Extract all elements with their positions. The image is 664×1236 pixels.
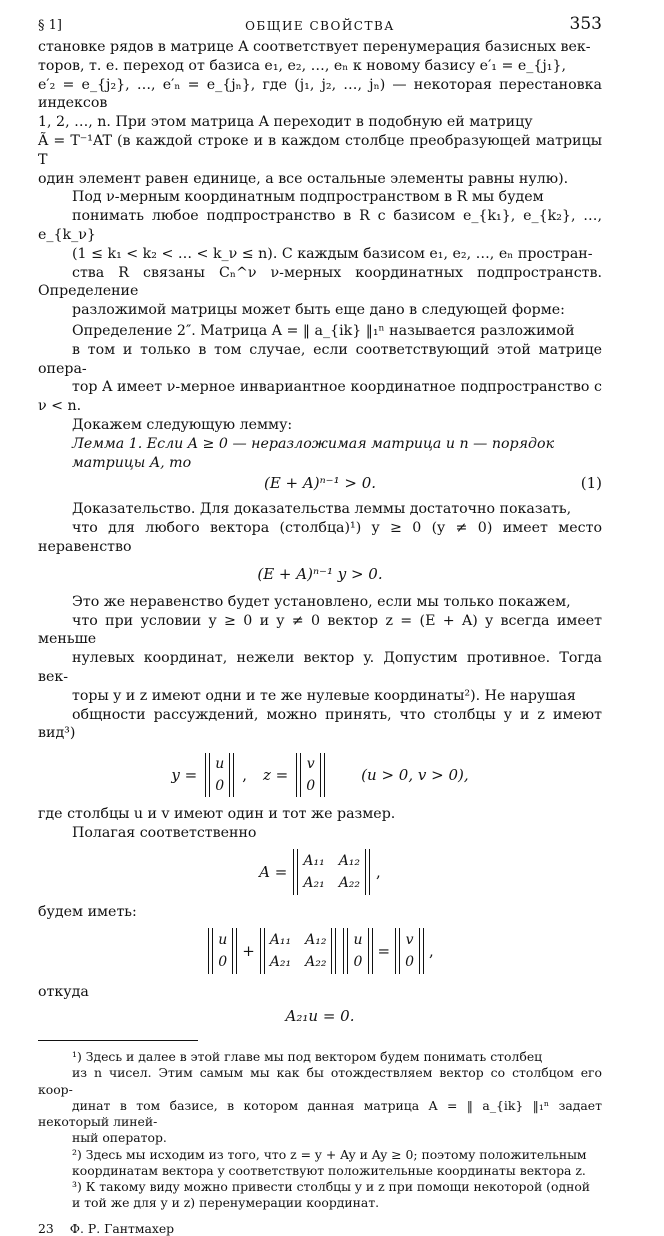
page-number: 353 [569, 14, 602, 34]
vector-cell: v [306, 756, 315, 773]
matrix-cell: A₁₂ [338, 852, 361, 869]
text-line: и той же для y и z) перенумерации координат. [72, 1195, 380, 1211]
text-line: матрицы A, то [72, 454, 192, 471]
vector-cell: 0 [218, 954, 228, 971]
u-column-vector [341, 928, 374, 974]
text-line: ³) К такому виду можно привести столбцы y и z при помощи некоторой (одной [72, 1178, 591, 1194]
text-line: ства R связаны Cₙ^ν ν-мерных координатных подпространств. Определение [38, 264, 602, 300]
paragraph-coordinate-subspace [38, 188, 602, 320]
equation-2 [38, 563, 602, 585]
running-header [38, 14, 602, 38]
text-line: становке рядов в матрице A соответствует перенумерация базисных век- [38, 39, 591, 55]
text-line: Ã = T⁻¹AT (в каждой строке и в каждом столбце преобразующей матрицы T [38, 132, 602, 168]
running-title: ОБЩИЕ СВОЙСТВА [245, 19, 395, 33]
v-column-vector [393, 928, 426, 974]
matrix-cell: A₁₂ [305, 932, 327, 949]
punctuation: , [429, 942, 434, 961]
u-column-vector [206, 928, 239, 974]
text-line: нулевых координат, нежели вектор y. Допустим противное. Тогда век- [38, 650, 602, 685]
text-line: тор A имеет ν-мерное инвариантное координатное подпространство с ν < n. [38, 379, 602, 415]
vector-cell: u [353, 932, 363, 949]
paragraph-lemma-intro: Докажем следующую лемму: [72, 416, 293, 433]
paragraph-we-have: будем иметь: [38, 903, 137, 920]
equation-5 [38, 925, 602, 977]
equation-6 [38, 1004, 602, 1028]
matrix-cell: A₁₁ [269, 932, 292, 949]
footnote-3 [38, 1179, 602, 1211]
equation-body: A₂₁u = 0. [285, 1007, 355, 1026]
text-line: Под ν-мерным координатным подпространством в R мы будем [72, 189, 544, 206]
equation-number: (1) [580, 474, 602, 493]
equation-1 [38, 472, 602, 494]
sheet-number: 23 [38, 1221, 54, 1236]
paragraph-inequality [38, 593, 602, 743]
equals-sign: = [377, 942, 391, 961]
paragraph-setting: Полагая соответственно [72, 824, 257, 841]
z-column-vector [294, 753, 327, 797]
text-line: координатам вектора y соответствуют положительные координаты вектора z. [72, 1162, 586, 1178]
paragraph-permutation [38, 38, 602, 188]
text-line: общности рассуждений, можно принять, что столбцы y и z имеют вид³) [38, 706, 602, 742]
matrix-cell: A₂₁ [303, 874, 325, 891]
z-lhs: z = [263, 766, 289, 785]
text-line: динат в том базисе, в котором данная матрица A = ‖ a_{ik} ‖₁ⁿ задает некоторый линей- [38, 1097, 602, 1130]
vector-cell: 0 [306, 778, 316, 795]
text-line: Это же неравенство будет установлено, если мы только покажем, [72, 593, 571, 610]
block-matrix-a [291, 849, 372, 895]
text-line: 1, 2, …, n. При этом матрица A переходит в подобную ей матрицу [38, 114, 533, 131]
matrix-cell: A₂₂ [338, 874, 361, 891]
text-line: один элемент равен единице, а все остальные элементы равны нулю). [38, 170, 569, 187]
equation-body: (E + A)ⁿ⁻¹ y > 0. [257, 564, 383, 583]
text-line: Доказательство. Для доказательства леммы достаточно показать, [72, 501, 572, 518]
vector-cell: u [215, 756, 225, 773]
text-line: ²) Здесь мы исходим из того, что z = y + Ay и Ay ≥ 0; поэтому положительным [72, 1146, 587, 1162]
vector-cell: 0 [353, 954, 363, 971]
vector-cell: u [218, 932, 228, 949]
text-line: что при условии y ≥ 0 и y ≠ 0 вектор z = (E + A) y всегда имеет меньше [38, 612, 602, 648]
equation-4 [38, 847, 602, 897]
a-lhs: A = [259, 862, 288, 881]
signature-footer [38, 1221, 602, 1236]
text-line: из n чисел. Этим самым мы как бы отождествляем вектор со столбцом его коор- [38, 1065, 602, 1097]
text-line: ный оператор. [72, 1130, 167, 1146]
paragraph-whence: откуда [38, 984, 89, 1001]
vector-cell: 0 [405, 954, 415, 971]
positivity-condition: (u > 0, v > 0), [361, 766, 469, 785]
y-column-vector [203, 753, 236, 797]
text-line: понимать любое подпространство в R с базисом e_{k₁}, e_{k₂}, …, e_{k_ν} [38, 208, 602, 243]
vector-cell: 0 [215, 778, 225, 795]
matrix-cell: A₂₂ [305, 954, 327, 971]
lemma-1 [38, 435, 602, 473]
plus-sign: + [242, 942, 255, 961]
matrix-cell: A₂₁ [269, 954, 292, 971]
matrix-cell: A₁₁ [303, 852, 325, 869]
y-lhs: y = [171, 766, 198, 785]
section-mark: § 1] [38, 18, 62, 33]
punctuation: , [376, 862, 381, 881]
footnote-divider [38, 1040, 198, 1041]
author-name: Ф. Р. Гантмахер [69, 1221, 175, 1236]
text-line: что для любого вектора (столбца)¹) y ≥ 0 (y ≠ 0) имеет место неравенство [38, 520, 602, 555]
equation-body: (E + A)ⁿ⁻¹ > 0. [263, 474, 377, 493]
text-line: e′₂ = e_{j₂}, …, e′ₙ = e_{jₙ}, где (j₁, j₂, …, jₙ) — некоторая перестановка индексов [38, 76, 602, 112]
definition-2 [38, 322, 602, 416]
vector-cell: v [405, 932, 414, 949]
text-line: в том и только в том случае, если соответствующий этой матрице опера- [38, 341, 602, 377]
text-line: (1 ≤ k₁ < k₂ < … < k_ν ≤ n). С каждым базисом e₁, e₂, …, eₙ простран- [72, 245, 593, 262]
equation-3: y = u 0 , z = v 0 (u > 0, v > 0), [38, 749, 602, 801]
block-matrix [258, 928, 339, 974]
text-line: торы y и z имеют одни и те же нулевые координаты²). Не нарушая [72, 687, 576, 704]
text-line: Лемма 1. Если A ≥ 0 — неразложимая матрица и n — порядок [72, 435, 555, 452]
text-line: Определение 2″. Матрица A = ‖ a_{ik} ‖₁ⁿ называется разложимой [72, 322, 575, 339]
text-line: разложимой матрицы может быть еще дано в следующей форме: [72, 302, 565, 319]
proof [38, 500, 602, 556]
text-line: торов, т. е. переход от базиса e₁, e₂, …, eₙ к новому базису e′₁ = e_{j₁}, [38, 57, 567, 74]
footnote-1 [38, 1049, 602, 1146]
footnote-2 [38, 1147, 602, 1179]
text-line: ¹) Здесь и далее в этой главе мы под вектором будем понимать столбец [72, 1049, 543, 1065]
paragraph-same-size: где столбцы u и v имеют один и тот же размер. [38, 806, 396, 823]
